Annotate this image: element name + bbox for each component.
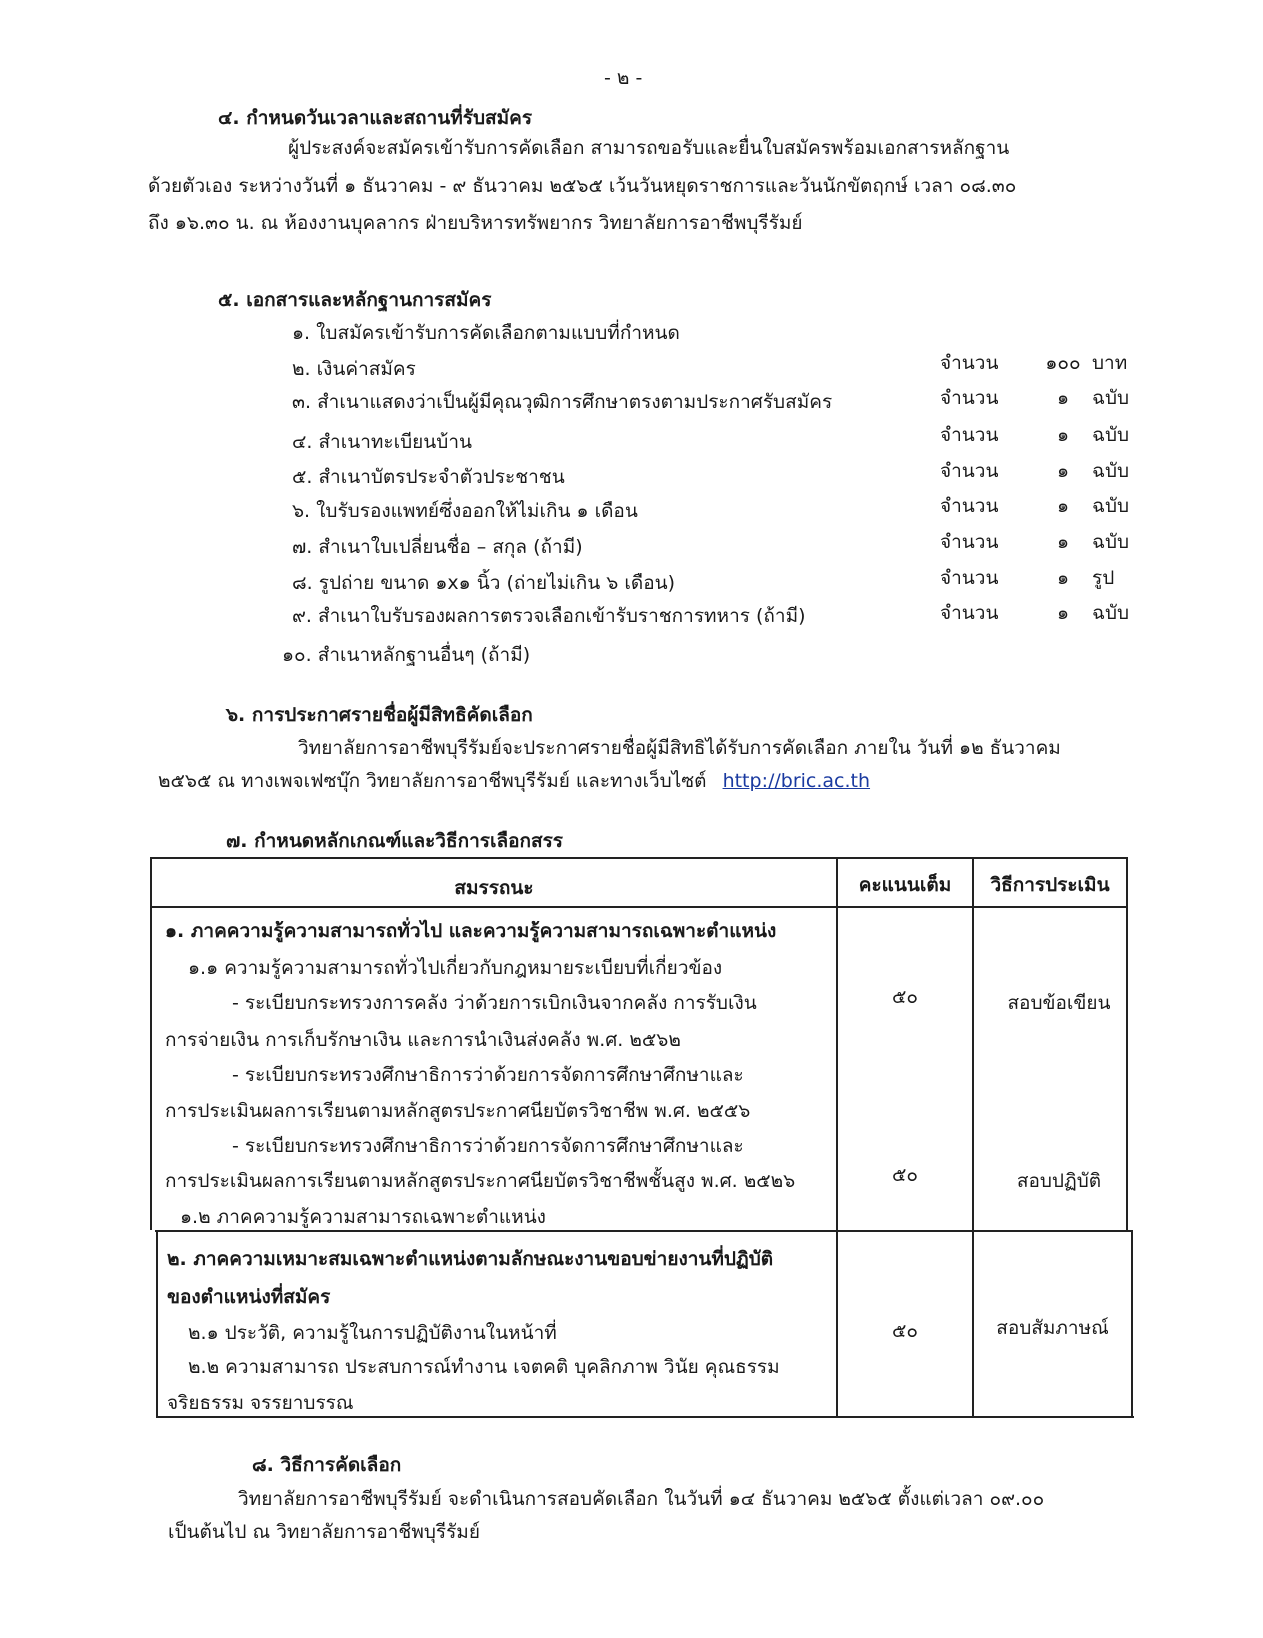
quantity-number: ๑ xyxy=(1056,387,1070,409)
table-header-full-score: คะแนนเต็ม xyxy=(858,874,952,896)
document-item-label: ๒. เงินค่าสมัคร xyxy=(292,358,416,380)
quantity-unit: บาท xyxy=(1092,352,1128,374)
table-border-top xyxy=(150,857,1127,859)
document-item-label: ๑. ใบสมัครเข้ารับการคัดเลือกตามแบบที่กำหนด xyxy=(292,322,680,344)
table-row-line: การประเมินผลการเรียนตามหลักสูตรประกาศนียบัตรวิชาชีพ พ.ศ. ๒๕๕๖ xyxy=(165,1100,751,1122)
table-header-competency: สมรรถนะ xyxy=(454,877,534,899)
quantity-word: จำนวน xyxy=(940,495,999,517)
table-row-line: ๒.๒ ความสามารถ ประสบการณ์ทำงาน เจตคติ บุคลิกภาพ วินัย คุณธรรม xyxy=(188,1356,780,1378)
quantity-word: จำนวน xyxy=(940,531,999,553)
full-score-value: ๕๐ xyxy=(892,1320,918,1342)
section-8-line: เป็นต้นไป ณ วิทยาลัยการอาชีพบุรีรัมย์ xyxy=(168,1521,480,1543)
section-8-line: วิทยาลัยการอาชีพบุรีรัมย์ จะดำเนินการสอบคัดเลือก ในวันที่ ๑๔ ธันวาคม ๒๕๖๕ ตั้งแต่เวลา ๐๙.๐๐ xyxy=(238,1488,1045,1510)
document-item-label: ๑๐. สำเนาหลักฐานอื่นๆ (ถ้ามี) xyxy=(282,644,531,666)
quantity-number: ๑๐๐ xyxy=(1045,352,1081,374)
table-row-line: ๒.๑ ประวัติ, ความรู้ในการปฏิบัติงานในหน้าที่ xyxy=(188,1322,557,1344)
section-4-line: ด้วยตัวเอง ระหว่างวันที่ ๑ ธันวาคม - ๙ ธันวาคม ๒๕๖๕ เว้นวันหยุดราชการและวันนักขัตฤกษ์ เวลา ๐๘.๓๐ xyxy=(148,175,1017,197)
table-border-left xyxy=(150,857,152,1230)
quantity-word: จำนวน xyxy=(940,460,999,482)
section-4-heading: ๔. กำหนดวันเวลาและสถานที่รับสมัคร xyxy=(218,107,533,129)
table-row-line: ๑.๑ ความรู้ความสามารถทั่วไปเกี่ยวกับกฎหมายระเบียบที่เกี่ยวข้อง xyxy=(188,957,723,979)
table-header-method: วิธีการประเมิน xyxy=(990,874,1110,896)
quantity-unit: ฉบับ xyxy=(1092,460,1130,482)
table-border-right xyxy=(1131,1230,1133,1418)
table-row-line: - ระเบียบกระทรวงศึกษาธิการว่าด้วยการจัดการศึกษาศึกษาและ xyxy=(232,1064,744,1086)
quantity-number: ๑ xyxy=(1056,424,1070,446)
table-row-title: ๑. ภาคความรู้ความสามารถทั่วไป และความรู้ความสามารถเฉพาะตำแหน่ง xyxy=(165,920,777,942)
quantity-unit: ฉบับ xyxy=(1092,387,1130,409)
section-7-heading: ๗. กำหนดหลักเกณฑ์และวิธีการเลือกสรร xyxy=(226,830,564,852)
document-item-label: ๔. สำเนาทะเบียนบ้าน xyxy=(292,431,472,453)
section-6-heading: ๖. การประกาศรายชื่อผู้มีสิทธิคัดเลือก xyxy=(226,704,533,726)
quantity-word: จำนวน xyxy=(940,567,999,589)
quantity-number: ๑ xyxy=(1056,495,1070,517)
document-item-label: ๖. ใบรับรองแพทย์ซึ่งออกให้ไม่เกิน ๑ เดือน xyxy=(292,500,638,522)
section-6-text: ๒๕๖๕ ณ ทางเพจเฟซบุ๊ก วิทยาลัยการอาชีพบุรีรัมย์ และทางเว็บไซต์ xyxy=(158,770,707,792)
quantity-number: ๑ xyxy=(1056,567,1070,589)
quantity-unit: ฉบับ xyxy=(1092,531,1130,553)
document-item-label: ๘. รูปถ่าย ขนาด ๑x๑ นิ้ว (ถ่ายไม่เกิน ๖ เดือน) xyxy=(292,572,676,594)
table-row-line: ๑.๒ ภาคความรู้ความสามารถเฉพาะตำแหน่ง xyxy=(180,1206,546,1228)
table-row-line: - ระเบียบกระทรวงการคลัง ว่าด้วยการเบิกเงินจากคลัง การรับเงิน xyxy=(232,992,757,1014)
assessment-method: สอบปฏิบัติ xyxy=(1016,1170,1102,1192)
quantity-number: ๑ xyxy=(1056,531,1070,553)
document-item-label: ๓. สำเนาแสดงว่าเป็นผู้มีคุณวุฒิการศึกษาตรงตามประกาศรับสมัคร xyxy=(292,391,833,413)
table-row-title: ๒. ภาคความเหมาะสมเฉพาะตำแหน่งตามลักษณะงานขอบข่ายงานที่ปฏิบัติ xyxy=(167,1248,774,1270)
section-8-heading: ๘. วิธีการคัดเลือก xyxy=(252,1454,402,1476)
table-row-line: - ระเบียบกระทรวงศึกษาธิการว่าด้วยการจัดการศึกษาศึกษาและ xyxy=(232,1135,744,1157)
page-number: - ๒ - xyxy=(604,67,643,89)
table-row-line: การประเมินผลการเรียนตามหลักสูตรประกาศนียบัตรวิชาชีพชั้นสูง พ.ศ. ๒๕๒๖ xyxy=(165,1170,796,1192)
quantity-unit: รูป xyxy=(1092,567,1115,589)
full-score-value: ๕๐ xyxy=(892,986,918,1008)
assessment-method: สอบข้อเขียน xyxy=(1007,992,1111,1014)
section-6-line: วิทยาลัยการอาชีพบุรีรัมย์จะประกาศรายชื่อผู้มีสิทธิได้รับการคัดเลือก ภายใน วันที่ ๑๒ ธันวาคม xyxy=(298,737,1061,759)
website-link[interactable]: http://bric.ac.th xyxy=(722,770,871,792)
quantity-word: จำนวน xyxy=(940,352,999,374)
quantity-word: จำนวน xyxy=(940,424,999,446)
section-6-line xyxy=(158,766,870,796)
document-item-label: ๗. สำเนาใบเปลี่ยนชื่อ – สกุล (ถ้ามี) xyxy=(292,536,583,558)
full-score-value: ๕๐ xyxy=(892,1164,918,1186)
document-item-label: ๕. สำเนาบัตรประจำตัวประชาชน xyxy=(292,466,565,488)
quantity-word: จำนวน xyxy=(940,387,999,409)
section-5-heading: ๕. เอกสารและหลักฐานการสมัคร xyxy=(218,289,492,311)
quantity-unit: ฉบับ xyxy=(1092,495,1130,517)
section-4-line: ผู้ประสงค์จะสมัครเข้ารับการคัดเลือก สามารถขอรับและยื่นใบสมัครพร้อมเอกสารหลักฐาน xyxy=(288,137,1010,159)
table-border-header xyxy=(150,906,1128,908)
table-row-title: ของตำแหน่งที่สมัคร xyxy=(167,1286,331,1308)
quantity-number: ๑ xyxy=(1056,460,1070,482)
quantity-unit: ฉบับ xyxy=(1092,602,1130,624)
section-4-line: ถึง ๑๖.๓๐ น. ณ ห้องงานบุคลากร ฝ่ายบริหารทรัพยากร วิทยาลัยการอาชีพบุรีรัมย์ xyxy=(148,212,803,234)
document-item-label: ๙. สำเนาใบรับรองผลการตรวจเลือกเข้ารับราชการทหาร (ถ้ามี) xyxy=(292,605,806,627)
table-row-line: การจ่ายเงิน การเก็บรักษาเงิน และการนำเงินส่งคลัง พ.ศ. ๒๕๖๒ xyxy=(165,1029,681,1051)
quantity-number: ๑ xyxy=(1056,602,1070,624)
table-border-left xyxy=(156,1230,158,1418)
quantity-unit: ฉบับ xyxy=(1092,424,1130,446)
quantity-word: จำนวน xyxy=(940,602,999,624)
assessment-method: สอบสัมภาษณ์ xyxy=(996,1317,1109,1339)
table-row-line: จริยธรรม จรรยาบรรณ xyxy=(167,1392,354,1414)
